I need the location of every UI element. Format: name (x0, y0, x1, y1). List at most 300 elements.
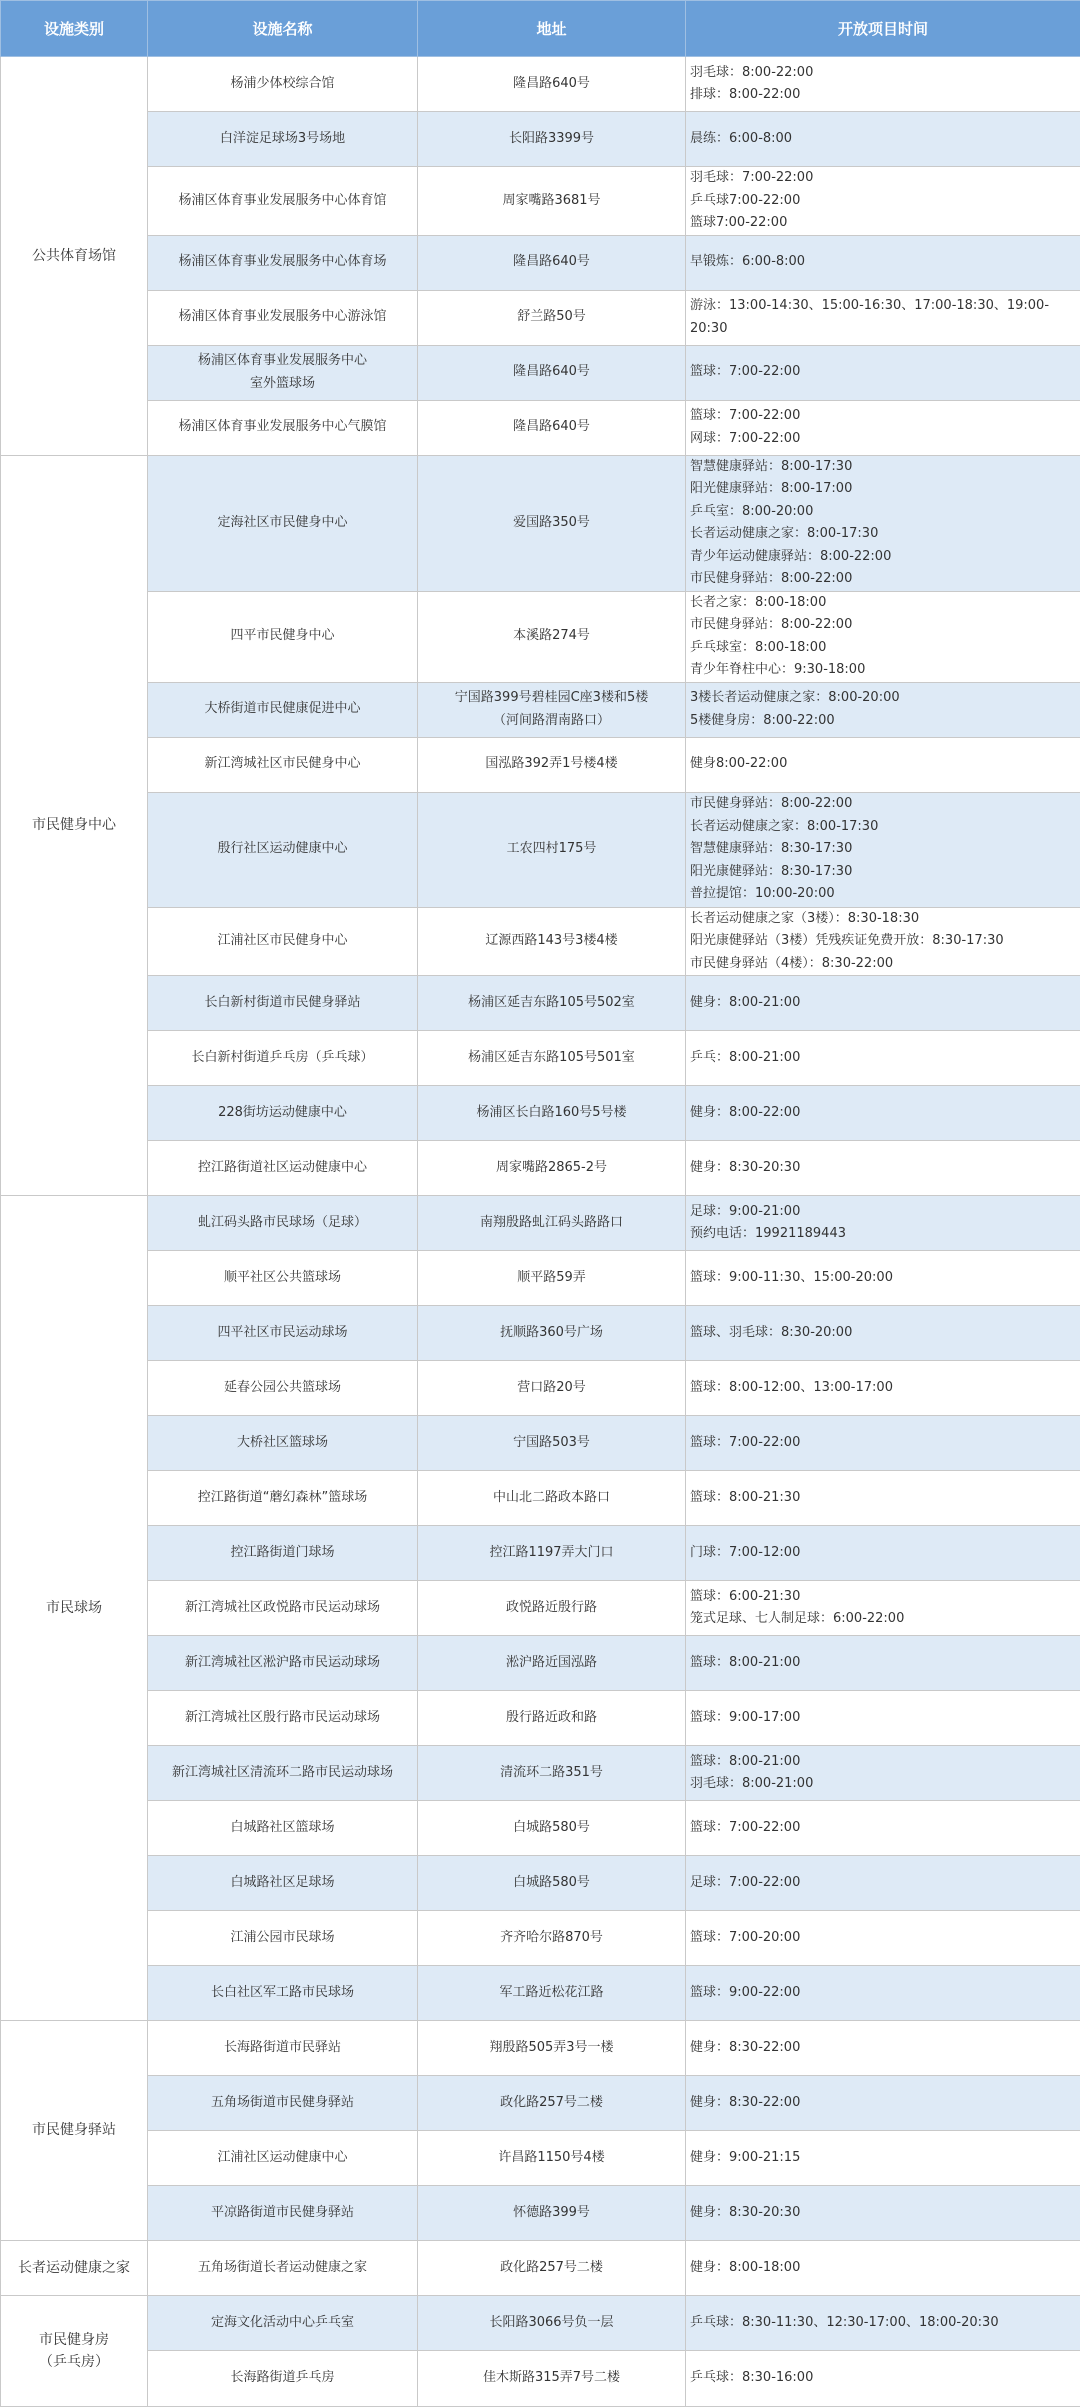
facility-name-line: 杨浦区体育事业发展服务中心游泳馆 (152, 306, 413, 329)
address-line: 隆昌路640号 (422, 416, 681, 439)
hours-cell (686, 682, 1080, 737)
facility-name-cell (148, 682, 418, 737)
hours-cell (686, 1966, 1080, 2021)
address-line: 隆昌路640号 (422, 73, 681, 96)
hours-cell (686, 1526, 1080, 1581)
hours-cell (686, 400, 1080, 455)
facility-name-cell (148, 400, 418, 455)
hours-cell (686, 1691, 1080, 1746)
address-line: 周家嘴路3681号 (422, 190, 681, 213)
facility-name-line: 五角场街道长者运动健康之家 (152, 2257, 413, 2280)
hours-cell (686, 1141, 1080, 1196)
address-line: 宁国路399号碧桂园C座3楼和5楼 (422, 687, 681, 710)
address-line: 南翔殷路虬江码头路路口 (422, 1212, 681, 1235)
facility-name-cell (148, 2296, 418, 2351)
hours-line: 乒乓球7:00-22:00 (690, 190, 1076, 213)
address-cell (418, 235, 686, 290)
table-row (1, 907, 1080, 976)
table-row (1, 1416, 1080, 1471)
hours-line: 篮球：8:00-21:00 (690, 1652, 1076, 1675)
hours-line: 阳光健康驿站：8:00-17:00 (690, 478, 1076, 501)
facility-name-line: 江浦社区运动健康中心 (152, 2147, 413, 2170)
address-cell (418, 1306, 686, 1361)
facility-name-cell (148, 2186, 418, 2241)
hours-line: 健身：8:30-20:30 (690, 1157, 1076, 1180)
category-line: 公共体育场馆 (5, 245, 143, 268)
hours-line: 篮球：7:00-22:00 (690, 405, 1076, 428)
address-cell (418, 345, 686, 400)
facility-name-cell (148, 57, 418, 112)
facility-name-line: 白城路社区足球场 (152, 1872, 413, 1895)
table-row (1, 591, 1080, 682)
table-row (1, 1141, 1080, 1196)
facility-name-line: 长白新村街道乒乓房（乒乓球） (152, 1047, 413, 1070)
hours-cell (686, 2021, 1080, 2076)
facility-name-line: 延春公园公共篮球场 (152, 1377, 413, 1400)
hours-cell (686, 976, 1080, 1031)
hours-line: 长者运动健康之家：8:00-17:30 (690, 816, 1076, 839)
address-cell (418, 2296, 686, 2351)
address-line: 隆昌路640号 (422, 251, 681, 274)
hours-line: 市民健身驿站：8:00-22:00 (690, 568, 1076, 591)
category-cell (1, 2021, 148, 2241)
table-row (1, 1856, 1080, 1911)
address-cell (418, 1031, 686, 1086)
facility-name-cell (148, 290, 418, 345)
facility-name-cell (148, 345, 418, 400)
hours-line: 足球：7:00-22:00 (690, 1872, 1076, 1895)
facility-name-line: 杨浦区体育事业发展服务中心体育馆 (152, 190, 413, 213)
table-row (1, 167, 1080, 236)
hours-cell (686, 792, 1080, 907)
table-row (1, 57, 1080, 112)
hours-line: 篮球：8:00-12:00、13:00-17:00 (690, 1377, 1076, 1400)
address-line: 营口路20号 (422, 1377, 681, 1400)
facility-name-cell (148, 2351, 418, 2407)
table-row (1, 1636, 1080, 1691)
facility-name-line: 长白新村街道市民健身驿站 (152, 992, 413, 1015)
address-line: 佳木斯路315弄7号二楼 (422, 2367, 681, 2390)
address-cell (418, 112, 686, 167)
address-cell (418, 1966, 686, 2021)
category-line: 市民球场 (5, 1597, 143, 1620)
hours-line: 智慧健康驿站：8:30-17:30 (690, 838, 1076, 861)
category-line: 市民健身房 (5, 2329, 143, 2352)
address-cell (418, 2241, 686, 2296)
header-hours: 开放项目时间 (686, 1, 1080, 57)
table-row (1, 1471, 1080, 1526)
facility-name-line: 新江湾城社区淞沪路市民运动球场 (152, 1652, 413, 1675)
hours-line: 青少年运动健康驿站：8:00-22:00 (690, 546, 1076, 569)
table-row (1, 1911, 1080, 1966)
address-cell (418, 682, 686, 737)
facility-name-cell (148, 792, 418, 907)
address-cell (418, 1526, 686, 1581)
hours-cell (686, 1251, 1080, 1306)
hours-line: 健身：9:00-21:15 (690, 2147, 1076, 2170)
address-cell (418, 455, 686, 591)
table-row (1, 2076, 1080, 2131)
address-cell (418, 2131, 686, 2186)
table-row (1, 290, 1080, 345)
facility-name-cell (148, 1911, 418, 1966)
address-cell (418, 2186, 686, 2241)
address-line: 齐齐哈尔路870号 (422, 1927, 681, 1950)
facility-name-cell (148, 2021, 418, 2076)
hours-cell (686, 1581, 1080, 1636)
facility-name-cell (148, 1141, 418, 1196)
address-line: 隆昌路640号 (422, 361, 681, 384)
address-cell (418, 2351, 686, 2407)
address-line: 白城路580号 (422, 1817, 681, 1840)
hours-line: 晨练：6:00-8:00 (690, 128, 1076, 151)
facility-name-line: 长白社区军工路市民球场 (152, 1982, 413, 2005)
facility-name-line: 杨浦少体校综合馆 (152, 73, 413, 96)
hours-line: 普拉提馆：10:00-20:00 (690, 883, 1076, 906)
address-line: 国泓路392弄1号楼4楼 (422, 753, 681, 776)
address-line: 顺平路59弄 (422, 1267, 681, 1290)
table-row (1, 2131, 1080, 2186)
facility-name-cell (148, 1471, 418, 1526)
address-line: 本溪路274号 (422, 625, 681, 648)
facility-name-cell (148, 1581, 418, 1636)
hours-line: 羽毛球：7:00-22:00 (690, 167, 1076, 190)
hours-line: 篮球、羽毛球：8:30-20:00 (690, 1322, 1076, 1345)
table-row (1, 737, 1080, 792)
header-row (1, 1, 1080, 57)
address-line: 政悦路近殷行路 (422, 1597, 681, 1620)
hours-line: 健身：8:30-22:00 (690, 2037, 1076, 2060)
hours-cell (686, 1636, 1080, 1691)
hours-line: 乒乓：8:00-21:00 (690, 1047, 1076, 1070)
table-header (1, 1, 1080, 57)
hours-line: 篮球：7:00-22:00 (690, 361, 1076, 384)
hours-line: 3楼长者运动健康之家：8:00-20:00 (690, 687, 1076, 710)
facility-name-cell (148, 1801, 418, 1856)
table-row (1, 1526, 1080, 1581)
address-cell (418, 2021, 686, 2076)
hours-line: 乒乓室：8:00-20:00 (690, 501, 1076, 524)
hours-line: 长者运动健康之家（3楼）：8:30-18:30 (690, 908, 1076, 931)
hours-cell (686, 1031, 1080, 1086)
address-cell (418, 1581, 686, 1636)
category-cell (1, 2296, 148, 2407)
hours-cell (686, 2186, 1080, 2241)
facility-name-line: 长海路街道市民驿站 (152, 2037, 413, 2060)
address-cell (418, 290, 686, 345)
hours-cell (686, 1361, 1080, 1416)
hours-line: 游泳：13:00-14:30、15:00-16:30、17:00-18:30、19:00-20:30 (690, 295, 1076, 340)
table-row (1, 112, 1080, 167)
address-line: 长阳路3066号负一层 (422, 2312, 681, 2335)
hours-line: 乒乓球：8:30-16:00 (690, 2367, 1076, 2390)
address-line: 白城路580号 (422, 1872, 681, 1895)
table-row (1, 345, 1080, 400)
table-row (1, 792, 1080, 907)
facility-name-line: 大桥社区篮球场 (152, 1432, 413, 1455)
address-line: 杨浦区延吉东路105号501室 (422, 1047, 681, 1070)
facility-name-cell (148, 737, 418, 792)
facility-name-cell (148, 2131, 418, 2186)
category-cell (1, 1196, 148, 2021)
facility-name-cell (148, 1746, 418, 1801)
address-line: 许昌路1150号4楼 (422, 2147, 681, 2170)
hours-cell (686, 2296, 1080, 2351)
hours-cell (686, 1306, 1080, 1361)
facility-name-line: 杨浦区体育事业发展服务中心 (152, 350, 413, 373)
hours-line: 篮球：9:00-17:00 (690, 1707, 1076, 1730)
hours-line: 市民健身驿站：8:00-22:00 (690, 793, 1076, 816)
facility-name-line: 定海文化活动中心乒乓室 (152, 2312, 413, 2335)
address-cell (418, 2076, 686, 2131)
facility-name-line: 四平市民健身中心 (152, 625, 413, 648)
facility-name-line: 控江路街道“蘑幻森林”篮球场 (152, 1487, 413, 1510)
facility-name-line: 228街坊运动健康中心 (152, 1102, 413, 1125)
address-line: 抚顺路360号广场 (422, 1322, 681, 1345)
facility-name-cell (148, 112, 418, 167)
table-row (1, 1306, 1080, 1361)
hours-cell (686, 591, 1080, 682)
address-line: 宁国路503号 (422, 1432, 681, 1455)
facility-name-cell (148, 2241, 418, 2296)
hours-cell (686, 1801, 1080, 1856)
header-category: 设施类别 (1, 1, 148, 57)
hours-cell (686, 235, 1080, 290)
table-row (1, 455, 1080, 591)
hours-line: 长者之家：8:00-18:00 (690, 592, 1076, 615)
hours-line: 5楼健身房：8:00-22:00 (690, 710, 1076, 733)
hours-line: 健身：8:30-22:00 (690, 2092, 1076, 2115)
facility-name-cell (148, 1856, 418, 1911)
category-line: 市民健身驿站 (5, 2119, 143, 2142)
address-line: 政化路257号二楼 (422, 2092, 681, 2115)
address-cell (418, 591, 686, 682)
facility-name-cell (148, 2076, 418, 2131)
hours-cell (686, 57, 1080, 112)
category-line: （乒乓房） (5, 2351, 143, 2374)
hours-cell (686, 455, 1080, 591)
facility-name-cell (148, 1636, 418, 1691)
hours-cell (686, 345, 1080, 400)
address-cell (418, 1911, 686, 1966)
table-row (1, 235, 1080, 290)
hours-cell (686, 1196, 1080, 1251)
address-line: 杨浦区长白路160号5号楼 (422, 1102, 681, 1125)
hours-cell (686, 907, 1080, 976)
facility-name-cell (148, 591, 418, 682)
table-row (1, 1691, 1080, 1746)
facility-name-cell (148, 455, 418, 591)
address-line: 爱国路350号 (422, 512, 681, 535)
address-cell (418, 737, 686, 792)
address-line: （河间路渭南路口） (422, 710, 681, 733)
facility-name-cell (148, 1416, 418, 1471)
table-row (1, 1746, 1080, 1801)
facility-name-line: 控江路街道门球场 (152, 1542, 413, 1565)
hours-line: 预约电话：19921189443 (690, 1223, 1076, 1246)
table-row (1, 1581, 1080, 1636)
hours-line: 长者运动健康之家：8:00-17:30 (690, 523, 1076, 546)
hours-cell (686, 2076, 1080, 2131)
hours-cell (686, 1416, 1080, 1471)
table-row (1, 400, 1080, 455)
address-line: 工农四村175号 (422, 838, 681, 861)
address-cell (418, 1196, 686, 1251)
hours-line: 篮球：8:00-21:00 (690, 1751, 1076, 1774)
address-cell (418, 1801, 686, 1856)
hours-line: 门球：7:00-12:00 (690, 1542, 1076, 1565)
hours-line: 足球：9:00-21:00 (690, 1201, 1076, 1224)
category-line: 长者运动健康之家 (5, 2257, 143, 2280)
category-cell (1, 455, 148, 1196)
table-row (1, 1966, 1080, 2021)
hours-cell (686, 290, 1080, 345)
facility-name-cell (148, 1031, 418, 1086)
hours-cell (686, 112, 1080, 167)
table-row (1, 1361, 1080, 1416)
hours-line: 乒乓球：8:30-11:30、12:30-17:00、18:00-20:30 (690, 2312, 1076, 2335)
address-line: 翔殷路505弄3号一楼 (422, 2037, 681, 2060)
hours-line: 青少年脊柱中心：9:30-18:00 (690, 659, 1076, 682)
table-row (1, 1086, 1080, 1141)
address-cell (418, 400, 686, 455)
facility-name-cell (148, 976, 418, 1031)
hours-cell (686, 2131, 1080, 2186)
address-cell (418, 1251, 686, 1306)
address-line: 中山北二路政本路口 (422, 1487, 681, 1510)
hours-line: 篮球7:00-22:00 (690, 212, 1076, 235)
hours-line: 羽毛球：8:00-21:00 (690, 1773, 1076, 1796)
address-line: 怀德路399号 (422, 2202, 681, 2225)
address-cell (418, 1636, 686, 1691)
address-line: 政化路257号二楼 (422, 2257, 681, 2280)
facility-name-cell (148, 1251, 418, 1306)
table-row (1, 1801, 1080, 1856)
table-row (1, 2021, 1080, 2076)
address-line: 控江路1197弄大门口 (422, 1542, 681, 1565)
hours-line: 智慧健康驿站：8:00-17:30 (690, 456, 1076, 479)
address-cell (418, 976, 686, 1031)
address-line: 军工路近松花江路 (422, 1982, 681, 2005)
hours-cell (686, 1911, 1080, 1966)
facility-name-line: 新江湾城社区殷行路市民运动球场 (152, 1707, 413, 1730)
hours-line: 篮球：8:00-21:30 (690, 1487, 1076, 1510)
hours-line: 阳光康健驿站：8:30-17:30 (690, 861, 1076, 884)
table-row (1, 1251, 1080, 1306)
hours-line: 篮球：9:00-22:00 (690, 1982, 1076, 2005)
hours-line: 篮球：7:00-22:00 (690, 1432, 1076, 1455)
address-cell (418, 907, 686, 976)
facility-name-line: 新江湾城社区市民健身中心 (152, 753, 413, 776)
facility-name-cell (148, 167, 418, 236)
address-cell (418, 1746, 686, 1801)
header-name: 设施名称 (148, 1, 418, 57)
hours-cell (686, 1856, 1080, 1911)
facility-name-line: 江浦公园市民球场 (152, 1927, 413, 1950)
hours-cell (686, 737, 1080, 792)
facility-name-line: 室外篮球场 (152, 373, 413, 396)
address-line: 长阳路3399号 (422, 128, 681, 151)
hours-line: 羽毛球：8:00-22:00 (690, 62, 1076, 85)
address-cell (418, 167, 686, 236)
table-row (1, 976, 1080, 1031)
address-line: 杨浦区延吉东路105号502室 (422, 992, 681, 1015)
facility-name-line: 新江湾城社区清流环二路市民运动球场 (152, 1762, 413, 1785)
facility-name-cell (148, 235, 418, 290)
hours-line: 健身：8:00-18:00 (690, 2257, 1076, 2280)
facility-name-cell (148, 1196, 418, 1251)
facility-name-cell (148, 1306, 418, 1361)
address-line: 周家嘴路2865-2号 (422, 1157, 681, 1180)
hours-cell (686, 2351, 1080, 2407)
category-cell (1, 2241, 148, 2296)
address-line: 殷行路近政和路 (422, 1707, 681, 1730)
hours-cell (686, 167, 1080, 236)
address-line: 清流环二路351号 (422, 1762, 681, 1785)
facility-name-cell (148, 1361, 418, 1416)
address-cell (418, 792, 686, 907)
address-cell (418, 1471, 686, 1526)
hours-line: 健身：8:00-22:00 (690, 1102, 1076, 1125)
facility-name-cell (148, 1086, 418, 1141)
address-cell (418, 1691, 686, 1746)
hours-line: 健身8:00-22:00 (690, 753, 1076, 776)
address-cell (418, 1086, 686, 1141)
table-row (1, 1031, 1080, 1086)
facility-name-line: 殷行社区运动健康中心 (152, 838, 413, 861)
address-line: 辽源西路143号3楼4楼 (422, 930, 681, 953)
hours-line: 乒乓球室：8:00-18:00 (690, 637, 1076, 660)
table-row (1, 2296, 1080, 2351)
facility-name-line: 长海路街道乒乓房 (152, 2367, 413, 2390)
facility-name-cell (148, 1526, 418, 1581)
hours-line: 笼式足球、七人制足球：6:00-22:00 (690, 1608, 1076, 1631)
hours-cell (686, 1471, 1080, 1526)
hours-cell (686, 2241, 1080, 2296)
hours-line: 篮球：7:00-20:00 (690, 1927, 1076, 1950)
table-row (1, 2186, 1080, 2241)
facility-name-line: 定海社区市民健身中心 (152, 512, 413, 535)
facility-name-cell (148, 1691, 418, 1746)
hours-line: 篮球：9:00-11:30、15:00-20:00 (690, 1267, 1076, 1290)
table-row (1, 2241, 1080, 2296)
category-line: 市民健身中心 (5, 814, 143, 837)
hours-line: 市民健身驿站（4楼）：8:30-22:00 (690, 953, 1076, 976)
address-cell (418, 1361, 686, 1416)
table-row (1, 2351, 1080, 2407)
facility-name-line: 白城路社区篮球场 (152, 1817, 413, 1840)
address-line: 淞沪路近国泓路 (422, 1652, 681, 1675)
table-body (1, 57, 1080, 2407)
facility-name-line: 新江湾城社区政悦路市民运动球场 (152, 1597, 413, 1620)
hours-cell (686, 1746, 1080, 1801)
facility-name-cell (148, 907, 418, 976)
facility-name-line: 顺平社区公共篮球场 (152, 1267, 413, 1290)
hours-line: 网球：7:00-22:00 (690, 428, 1076, 451)
address-cell (418, 1856, 686, 1911)
category-cell (1, 57, 148, 456)
header-address: 地址 (418, 1, 686, 57)
hours-line: 排球：8:00-22:00 (690, 84, 1076, 107)
hours-line: 阳光康健驿站（3楼）凭残疾证免费开放：8:30-17:30 (690, 930, 1076, 953)
facility-name-line: 五角场街道市民健身驿站 (152, 2092, 413, 2115)
address-line: 舒兰路50号 (422, 306, 681, 329)
address-cell (418, 1141, 686, 1196)
hours-line: 健身：8:30-20:30 (690, 2202, 1076, 2225)
address-cell (418, 1416, 686, 1471)
address-cell (418, 57, 686, 112)
facility-name-line: 控江路街道社区运动健康中心 (152, 1157, 413, 1180)
